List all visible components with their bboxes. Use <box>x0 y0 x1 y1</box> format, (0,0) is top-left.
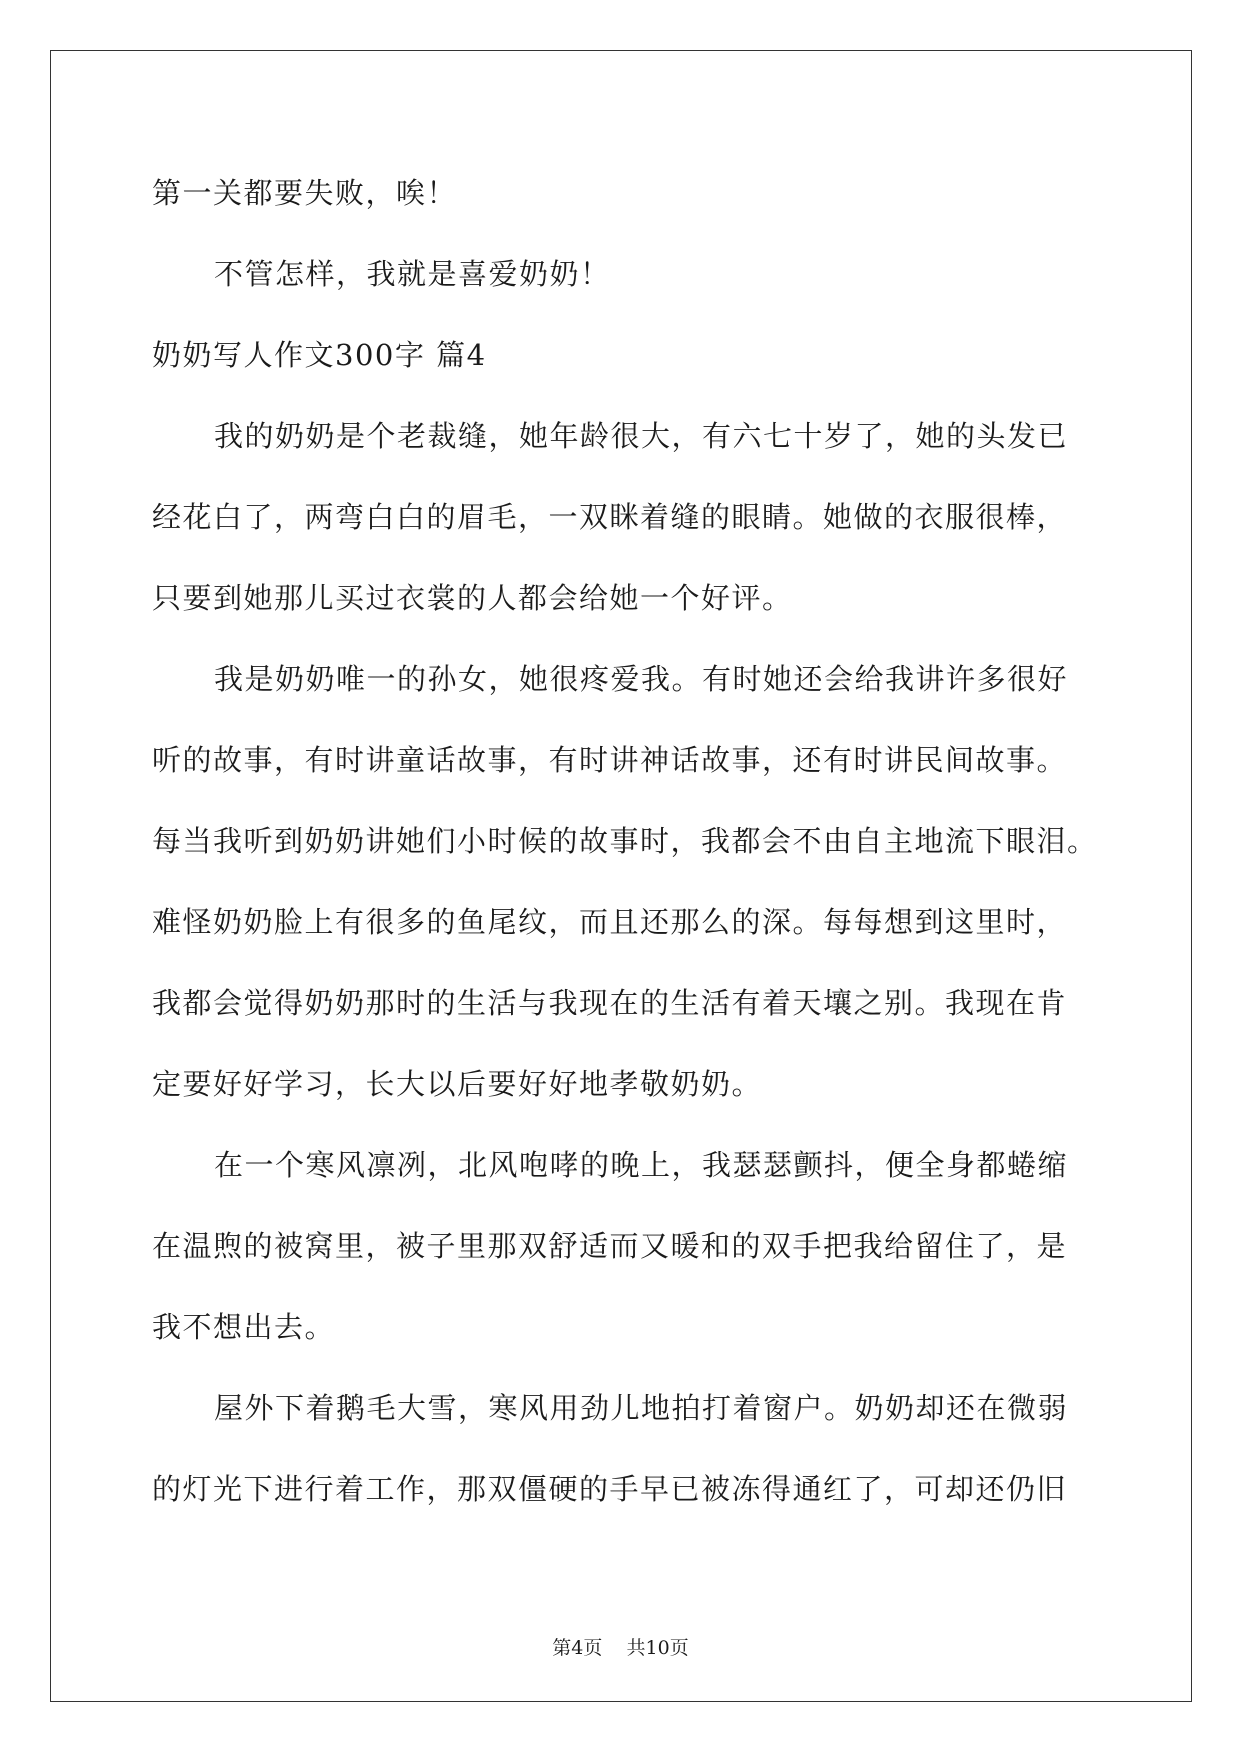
page-border <box>50 50 1192 1702</box>
text-line: 在温煦的被窝里，被子里那双舒适而又暖和的双手把我给留住了，是 <box>152 1229 1068 1263</box>
text-line: 我都会觉得奶奶那时的生活与我现在的生活有着天壤之别。我现在肯 <box>152 986 1068 1020</box>
text-line: 的灯光下进行着工作，那双僵硬的手早已被冻得通红了，可却还仍旧 <box>152 1472 1068 1506</box>
text-line: 屋外下着鹅毛大雪，寒风用劲儿地拍打着窗户。奶奶却还在微弱 <box>214 1391 1069 1425</box>
text-line: 我是奶奶唯一的孙女，她很疼爱我。有时她还会给我讲许多很好 <box>214 662 1069 696</box>
text-line: 第一关都要失败，唉！ <box>152 176 458 210</box>
text-line: 我的奶奶是个老裁缝，她年龄很大，有六七十岁了，她的头发已 <box>214 419 1069 453</box>
text-line: 听的故事，有时讲童话故事，有时讲神话故事，还有时讲民间故事。 <box>152 743 1068 777</box>
text-line: 难怪奶奶脸上有很多的鱼尾纹，而且还那么的深。每每想到这里时， <box>152 905 1068 939</box>
text-line: 定要好好学习，长大以后要好好地孝敬奶奶。 <box>152 1067 763 1101</box>
text-line: 我不想出去。 <box>152 1310 336 1344</box>
text-line: 只要到她那儿买过衣裳的人都会给她一个好评。 <box>152 581 793 615</box>
text-line: 经花白了，两弯白白的眉毛，一双眯着缝的眼睛。她做的衣服很棒， <box>152 500 1068 534</box>
text-line: 每当我听到奶奶讲她们小时候的故事时，我都会不由自主地流下眼泪。 <box>152 824 1098 858</box>
page-number-footer: 第4页 共10页 <box>552 1637 689 1659</box>
text-line: 在一个寒风凛冽，北风咆哮的晚上，我瑟瑟颤抖，便全身都蜷缩 <box>214 1148 1069 1182</box>
section-heading: 奶奶写人作文300字 篇4 <box>152 338 487 372</box>
text-line: 不管怎样，我就是喜爱奶奶！ <box>214 257 611 291</box>
